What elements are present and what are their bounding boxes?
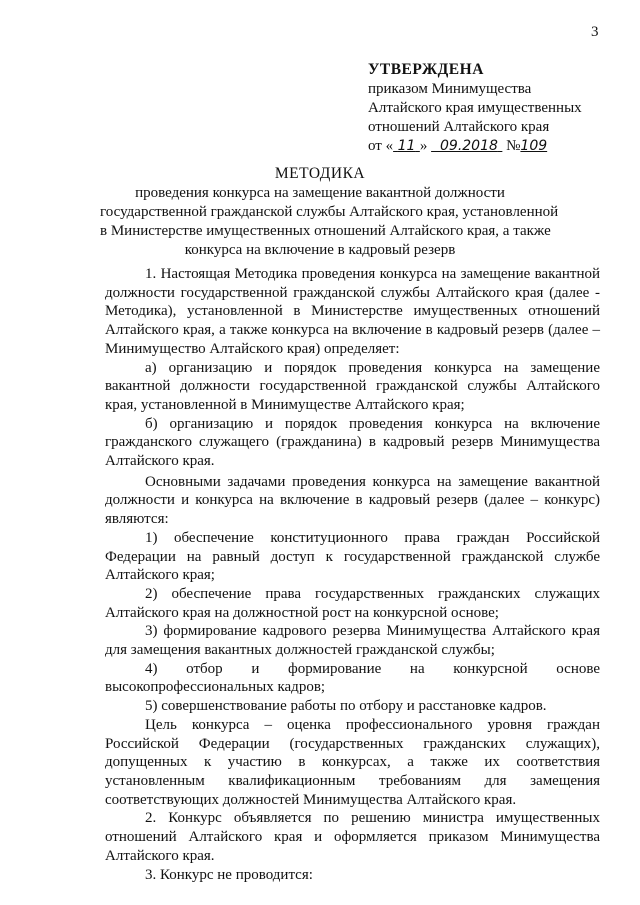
- approval-heading: УТВЕРЖДЕНА: [368, 61, 484, 78]
- paragraph: а) организацию и порядок проведения конкурса на замещение вакантной должности государственной гражданской службы Алтайского края, установленной в Минимуществе Алтайского края;: [105, 359, 600, 413]
- approval-stamp: [368, 60, 582, 156]
- subtitle-line: в Министерстве имущественных отношений Алтайского края, а также: [100, 223, 551, 239]
- paragraph: 5) совершенствование работы по отбору и расстановке кадров.: [145, 698, 547, 715]
- approval-date-line: [368, 137, 582, 156]
- approval-line-2: Алтайского края имущественных: [368, 100, 582, 116]
- subtitle-line: государственной гражданской службы Алтайского края, установленной: [100, 204, 559, 220]
- paragraph: Основными задачами проведения конкурса на замещение вакантной должности и конкурса на включение в кадровый резерв (далее – конкурс) являются:: [105, 473, 600, 528]
- document-body: [105, 265, 600, 884]
- paragraph: 2) обеспечение права государственных гражданских служащих Алтайского края на должностной рост на конкурсной основе;: [105, 585, 600, 621]
- approval-line-3: отношений Алтайского края: [368, 119, 550, 135]
- approval-day: 11: [397, 138, 416, 154]
- paragraph: 1. Настоящая Методика проведения конкурса на замещение вакантной должности государственной гражданской службы Алтайского края (далее - Методика), установленной в Министерстве имущественных отношений Алтайского края, а также конкурса на включение в кадровый резерв (далее – Минимущество Алтайского края) определяет:: [105, 266, 600, 357]
- paragraph: 1) обеспечение конституционного права граждан Российской Федерации на равный доступ к государственной гражданской службе Алтайского края;: [105, 529, 600, 584]
- paragraph: б) организацию и порядок проведения конкурса на включение гражданского служащего (гражданина) в кадровый резерв Минимущества Алтайского края.: [105, 415, 600, 470]
- approval-month-year: 09.2018: [440, 138, 498, 154]
- paragraph: 2. Конкурс объявляется по решению министра имущественных отношений Алтайского края и оформляется приказом Минимущества Алтайского края.: [105, 810, 600, 864]
- paragraph: 3) формирование кадрового резерва Минимущества Алтайского края для замещения вакантных должностей гражданской службы;: [105, 623, 600, 659]
- paragraph: 4) отбор и формирование на конкурсной основе высокопрофессиональных кадров;: [105, 660, 600, 696]
- page-number: 3: [591, 24, 599, 40]
- subtitle-line: проведения конкурса на замещение вакантной должности: [135, 185, 505, 201]
- approval-date-mid: »: [419, 138, 428, 154]
- paragraph: Цель конкурса – оценка профессионального уровня граждан Российской Федерации (государственных гражданских служащих), допущенных к участию в конкурсах, а также их соответствия установленным квалификационным требованиям для замещения соответствующих должностей Минимущества Алтайского края.: [105, 716, 600, 808]
- approval-line-1: приказом Минимущества: [368, 81, 532, 97]
- document-title: МЕТОДИКА: [274, 165, 366, 182]
- paragraph: 3. Конкурс не проводится:: [145, 866, 313, 883]
- approval-number: 109: [520, 138, 548, 154]
- approval-date-prefix: от «: [368, 138, 394, 154]
- approval-number-prefix: №: [506, 138, 521, 154]
- document-subtitle: [100, 184, 559, 260]
- subtitle-line: конкурса на включение в кадровый резерв: [184, 242, 456, 258]
